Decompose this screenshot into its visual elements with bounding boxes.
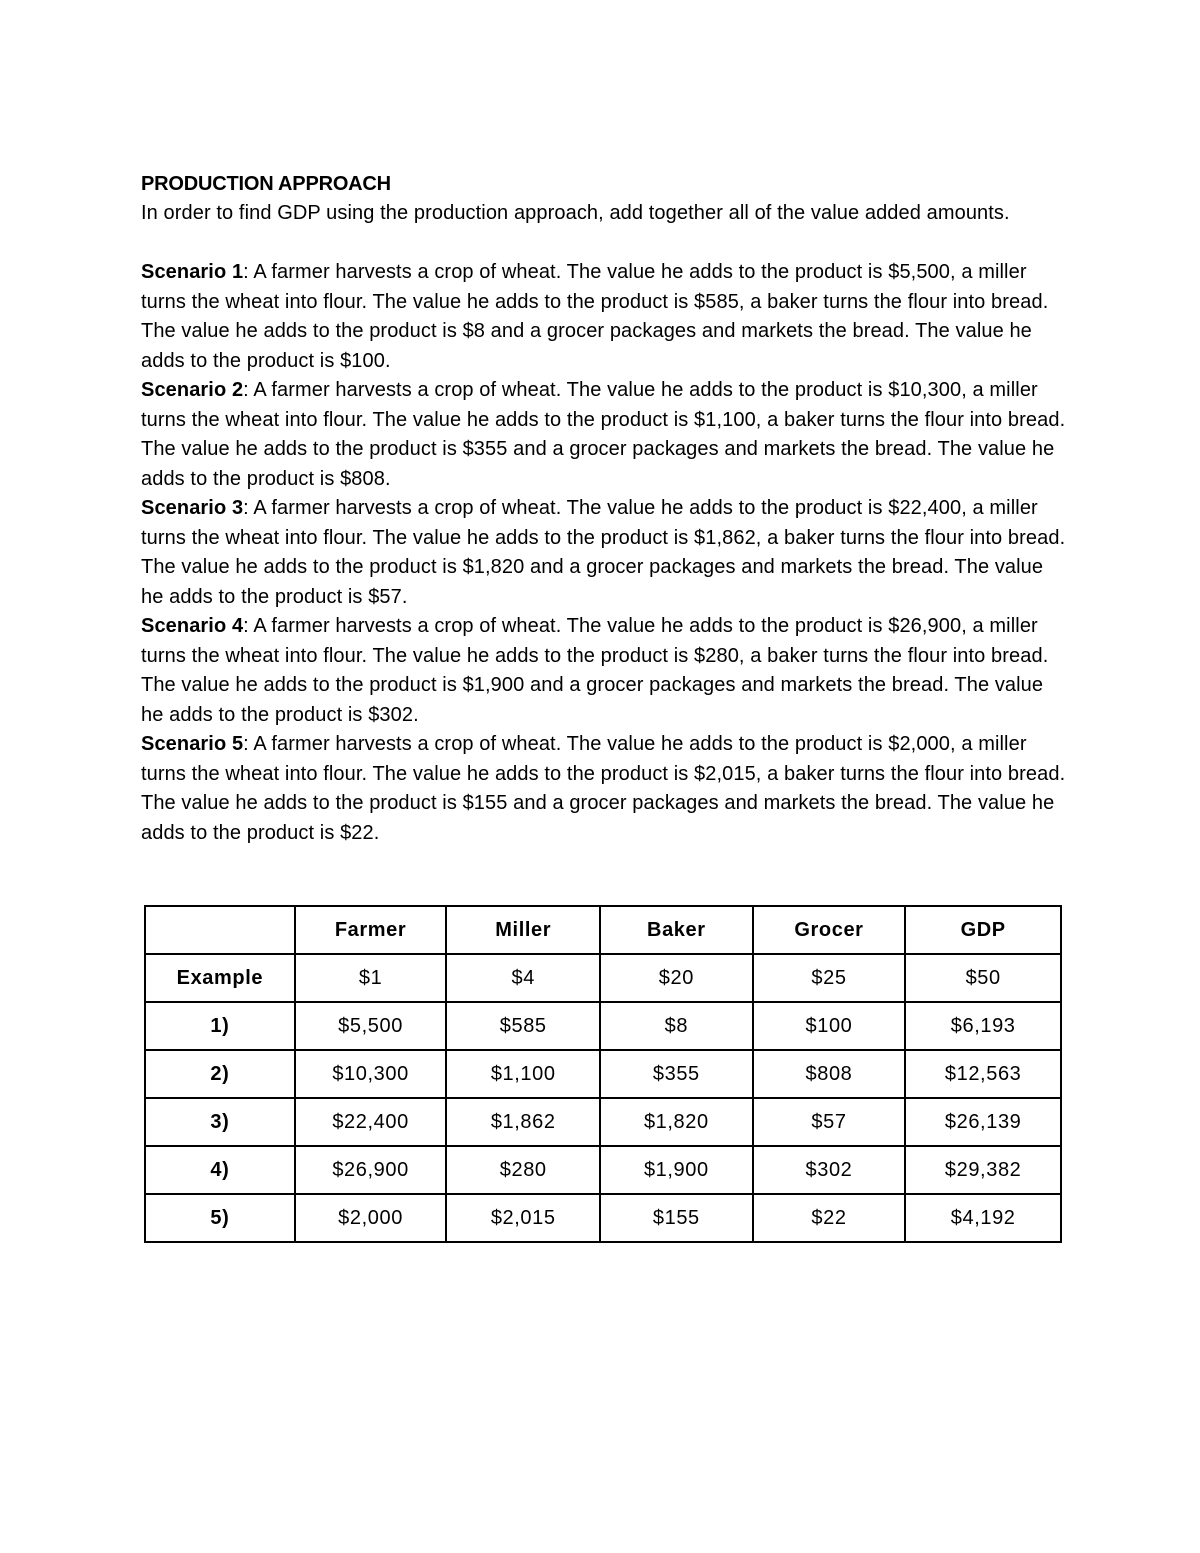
scenario-label: Scenario 1 [141,261,244,283]
grocer-cell: $808 [753,1050,906,1098]
scenario-label: Scenario 5 [141,733,244,755]
gdp-cell: $50 [905,954,1061,1002]
baker-cell: $355 [600,1050,753,1098]
document-body [141,170,1071,848]
scenario-label: Scenario 4 [141,615,244,637]
baker-cell: $1,820 [600,1098,753,1146]
header-cell-miller: Miller [446,906,600,954]
miller-cell: $280 [446,1146,600,1194]
table-header-row [145,906,1061,954]
gdp-cell: $6,193 [905,1002,1061,1050]
farmer-cell: $1 [295,954,447,1002]
grocer-cell: $22 [753,1194,906,1242]
scenario-text: : A farmer harvests a crop of wheat. The value he adds to the product is $10,300, a miller turns the wheat into flour. The value he adds to the product is $1,100, a baker turns the flour into bread. The value he adds to the product is $355 and a grocer packages and markets the bread. The value he adds to the product is $808. [141,379,1066,490]
gdp-cell: $29,382 [905,1146,1061,1194]
table-row [145,954,1061,1002]
baker-cell: $20 [600,954,753,1002]
scenario-label: Scenario 3 [141,497,244,519]
miller-cell: $4 [446,954,600,1002]
miller-cell: $1,862 [446,1098,600,1146]
scenario-5 [141,730,1066,848]
baker-cell: $8 [600,1002,753,1050]
table-row [145,1098,1061,1146]
header-cell-grocer: Grocer [753,906,906,954]
row-label: 4) [145,1146,295,1194]
grocer-cell: $57 [753,1098,906,1146]
row-label: 5) [145,1194,295,1242]
scenario-text: : A farmer harvests a crop of wheat. The value he adds to the product is $5,500, a miller turns the wheat into flour. The value he adds to the product is $585, a baker turns the flour into bread. The value he adds to the product is $8 and a grocer packages and markets the bread. The value he adds to the product is $100. [141,261,1049,372]
grocer-cell: $100 [753,1002,906,1050]
farmer-cell: $26,900 [295,1146,447,1194]
gdp-table [144,905,1062,1243]
scenario-text: : A farmer harvests a crop of wheat. The value he adds to the product is $22,400, a miller turns the wheat into flour. The value he adds to the product is $1,862, a baker turns the flour into bread. The value he adds to the product is $1,820 and a grocer packages and markets the bread. The value he adds to the product is $57. [141,497,1066,608]
scenario-text: : A farmer harvests a crop of wheat. The value he adds to the product is $26,900, a miller turns the wheat into flour. The value he adds to the product is $280, a baker turns the flour into bread. The value he adds to the product is $1,900 and a grocer packages and markets the bread. The value he adds to the product is $302. [141,615,1049,726]
row-label: 3) [145,1098,295,1146]
farmer-cell: $2,000 [295,1194,447,1242]
miller-cell: $2,015 [446,1194,600,1242]
grocer-cell: $25 [753,954,906,1002]
miller-cell: $1,100 [446,1050,600,1098]
scenario-label: Scenario 2 [141,379,244,401]
grocer-cell: $302 [753,1146,906,1194]
row-label: Example [145,954,295,1002]
scenario-1 [141,258,1066,376]
table-row [145,1050,1061,1098]
scenario-text: : A farmer harvests a crop of wheat. The value he adds to the product is $2,000, a miller turns the wheat into flour. The value he adds to the product is $2,015, a baker turns the flour into bread. The value he adds to the product is $155 and a grocer packages and markets the bread. The value he adds to the product is $22. [141,733,1066,844]
farmer-cell: $10,300 [295,1050,447,1098]
baker-cell: $1,900 [600,1146,753,1194]
row-label: 1) [145,1002,295,1050]
scenario-3 [141,494,1066,612]
farmer-cell: $22,400 [295,1098,447,1146]
gdp-cell: $26,139 [905,1098,1061,1146]
header-cell-farmer: Farmer [295,906,447,954]
header-cell-empty [145,906,295,954]
page-title: PRODUCTION APPROACH [141,173,391,195]
table-row [145,1194,1061,1242]
row-label: 2) [145,1050,295,1098]
table-row [145,1146,1061,1194]
farmer-cell: $5,500 [295,1002,447,1050]
header-cell-baker: Baker [600,906,753,954]
scenario-2 [141,376,1066,494]
header-cell-gdp: GDP [905,906,1061,954]
table-row [145,1002,1061,1050]
gdp-cell: $12,563 [905,1050,1061,1098]
scenario-4 [141,612,1066,730]
gdp-cell: $4,192 [905,1194,1061,1242]
intro-paragraph: In order to find GDP using the production approach, add together all of the value added amounts. [141,202,1010,224]
baker-cell: $155 [600,1194,753,1242]
miller-cell: $585 [446,1002,600,1050]
